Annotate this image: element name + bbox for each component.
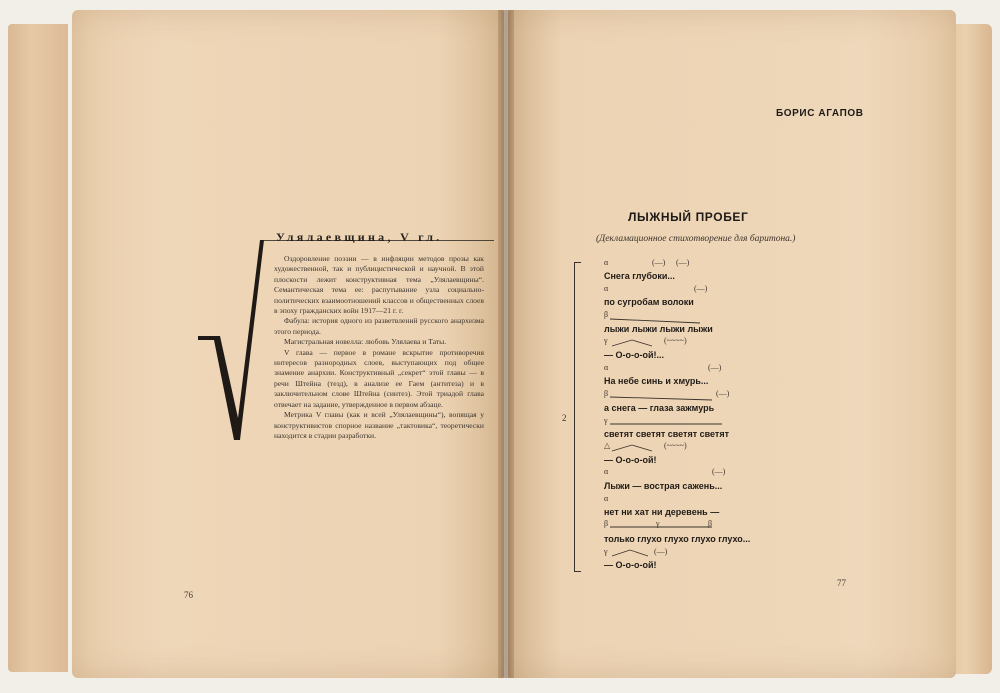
- mark-pause: (—): [712, 467, 726, 476]
- poem-line: На небе синь и хмурь...: [604, 376, 709, 386]
- poem-line: — О-о-о-ой!...: [604, 350, 665, 360]
- poem-title: ЛЫЖНЫЙ ПРОБЕГ: [628, 210, 749, 224]
- chapter-notes: [274, 254, 484, 441]
- mark-delta: △: [604, 441, 611, 450]
- paragraph: Метрика V главы (как и всей „Улялаевщины“), вопящая у конструктивистов спорное название „тактовика“, теоретически находится в стадии разработки.: [274, 410, 484, 440]
- mark-alpha: α: [604, 284, 609, 293]
- mark-beta: β: [604, 310, 609, 319]
- poem-line: только глухо глухо глухо глухо...: [604, 534, 751, 544]
- poem-line: Снега глубоки...: [604, 271, 675, 281]
- mark-gamma: γ: [604, 416, 608, 425]
- mark-pause: (—): [716, 389, 730, 398]
- mark-alpha: α: [604, 363, 609, 372]
- mark-gamma: γ: [604, 336, 608, 345]
- mark-alpha: α: [604, 467, 609, 476]
- mark-pause: (—): [708, 363, 722, 372]
- poem-line: лыжи лыжи лыжи лыжи: [604, 324, 713, 334]
- strophe-bracket: [574, 262, 581, 572]
- poem-subtitle: (Декламационное стихотворение для баритона.): [596, 234, 796, 244]
- mark-alpha: α: [604, 258, 609, 267]
- poem-line: светят светят светят светят: [604, 429, 729, 439]
- poem-line: Лыжи — вострая сажень...: [604, 481, 723, 491]
- mark-alpha: α: [604, 494, 609, 503]
- poem-line: нет ни хат ни деревень —: [604, 507, 720, 517]
- paragraph: Оздоровление поэзии — в инфляции методов прозы как художественной, так и публицистической и научной. В этой плоскости лежит конструктивная тема „Улялаевщины“. Семантическая тема ее: распутывание узла социально-политических взаимоотношений классов и общественных слоев в эпоху гражданских войн 1917—21 г. г.: [274, 254, 484, 316]
- mark-pause-wave: (~~~~): [664, 441, 687, 450]
- chapter-title: Улялаевщина, V гл.: [276, 230, 443, 244]
- book-gutter: [498, 10, 514, 678]
- strophe-number: 2: [562, 413, 567, 423]
- paragraph: V глава — первое в романе вскрытие противоречия интересов разнородных слоев, выступающих под общее знамение анархии. Конструктивный „секрет“ этой главы — в речи Штейна (тезд), в анализе ее Гаем (антитеза) и в заключительном слове Штейна (синтез). Этой триадой глава отвечает на задание, утвержденное в первом абзаце.: [274, 347, 484, 409]
- page-edges-left: [8, 24, 68, 672]
- paragraph: Магистральная новелла: любовь Улялаева и Таты.: [284, 337, 447, 347]
- paragraph: Фабула: история одного из разветвлений русского анархизма этого периода.: [274, 316, 484, 336]
- mark-beta: β: [604, 389, 609, 398]
- mark-pause: (—): [676, 258, 690, 267]
- mark-pause: (—): [694, 284, 708, 293]
- mark-pause: (—): [654, 547, 668, 556]
- mark-beta: β: [708, 519, 713, 528]
- author-name: БОРИС АГАПОВ: [776, 108, 864, 119]
- mark-gamma: γ: [656, 519, 660, 528]
- poem-line: по сугробам волоки: [604, 297, 694, 307]
- mark-pause-wave: (~~~~): [664, 336, 687, 345]
- poem-line: — О-о-о-ой!: [604, 455, 657, 465]
- poem-line: — О-о-о-ой!: [604, 560, 657, 570]
- page-number-left: 76: [184, 590, 193, 600]
- page-number-right: 77: [837, 578, 846, 588]
- poem-line: а снега — глаза зажмурь: [604, 403, 715, 413]
- mark-pause: (—): [652, 258, 666, 267]
- mark-beta: β: [604, 519, 609, 528]
- mark-gamma: γ: [604, 547, 608, 556]
